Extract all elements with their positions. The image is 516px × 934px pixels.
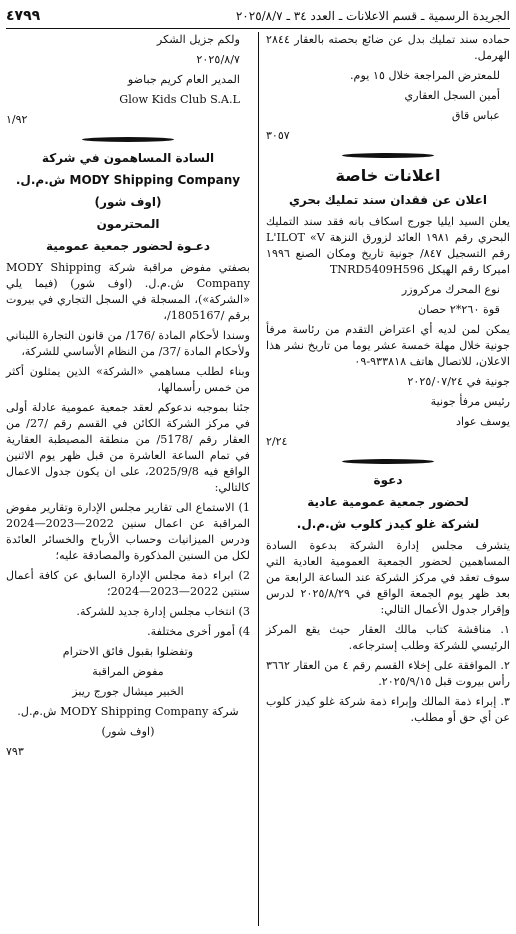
address-salutation: المحترمون [96, 217, 160, 231]
page-number: ٤٧٩٩ [6, 8, 41, 24]
company-name: MODY Shipping Company ش.م.ل. [15, 173, 241, 187]
meeting-agenda-item: 4) أمور أخرى مختلفة. [147, 625, 250, 638]
meeting-paragraph: جئنا بموجبه ندعوكم لعقد جمعية عمومية عادلة أولى في مركز الشركة الكائن في القسم رقم /27/ من العقار رقم /5178/ من منطقة المصيطبة العقارية في تمام الساعة العاشرة من قبل ظهر يوم الاثنين الواقع فيه 2025/9/8، على ان يكون جدول الاعمال كالتالي: [6, 401, 251, 494]
invitation-intro: يتشرف مجلس إدارة الشركة بدعوة السادة المساهمين لحضور الجمعية العمومية العادية التي سوف تعقد في مركز الشركة عند الساعة الرابعة من بعد ظهر يوم الجمعة الواقع في ٢٠٢٥/٨/٢٩ لدرس وإقرار جدول الأعمال التالي: [266, 539, 510, 616]
agenda-item: ٣. إبراء ذمة المالك وإبراء ذمة شركة غلو كيدز كلوب عن أي حق أو مطلب. [266, 695, 510, 724]
ad-paragraph: يعلن السيد ايليا جورج اسكاف بانه فقد سند التمليك البحري رقم ١٩٨١ العائد لزورق النزهة L'ILOT «V رقم التسجيل ٨٤٧/ جونية تاريخ ومكان الصنع ١٩٩٦ اميركا رقم الهيكل TNRD5409H596 [266, 215, 511, 276]
meeting-agenda-item: 3) انتخاب مجلس إدارة جديد للشركة. [76, 605, 250, 618]
separator-ornament [6, 132, 250, 146]
invitation-title: دعوة [373, 473, 403, 487]
invitation-number: ١/٩٢ [6, 113, 28, 126]
agenda-item: ٢. الموافقة على إخلاء القسم رقم ٤ من العقار ٣٦٦٢ رأس بيروت قبل ٢٠٢٥/٩/١٥. [266, 659, 511, 688]
meeting-signer-company: شركة MODY Shipping Company ش.م.ل. [17, 705, 239, 718]
right-column [266, 32, 510, 930]
ad-date: جونية في ٢٠٢٥/٠٧/٢٤ [407, 375, 510, 388]
section-title: اعلانات خاصة [335, 166, 441, 185]
meeting-agenda-item: 2) ابراء ذمة مجلس الإدارة السابق عن كافة أعمال سنتين 2022—2023—2024؛ [6, 569, 250, 598]
meeting-signer-offshore: (اوف شور) [101, 725, 155, 738]
ad-power: قوة ٢٦٠*٢ حصان [418, 303, 500, 316]
closing-company: Glow Kids Club S.A.L [119, 93, 240, 106]
closing-signer: المدير العام كريم جباضو [127, 73, 240, 86]
gazette-page [6, 4, 510, 930]
invitation-subtitle: لحضور جمعية عمومية عادية [307, 495, 469, 509]
closing-thanks: ولكم جزيل الشكر [156, 33, 240, 46]
ad-number: ٢/٢٤ [266, 435, 288, 448]
meeting-number: ٧٩٣ [6, 745, 24, 758]
invitation-company: لشركة غلو كيدز كلوب ش.م.ل. [296, 517, 480, 531]
separator-ornament [266, 454, 510, 468]
meeting-paragraph: وسندا لأحكام المادة /176/ من قانون التجارة اللبناني ولأحكام المادة /37/ من النظام الأساسي للشركة، [6, 329, 250, 358]
notice-number: ٣٠٥٧ [266, 129, 290, 142]
address-heading: السادة المساهمون في شركة [41, 151, 215, 165]
meeting-regards: وتفضلوا بقبول فائق الاحترام [62, 645, 194, 658]
ad-engine: نوع المحرك مركروزر [401, 283, 500, 296]
meeting-title: دعـوة لحضور جمعية عمومية [45, 239, 211, 253]
ad-title: اعلان عن فقدان سند تمليك بحري [288, 193, 488, 207]
ad-signer-title: رئيس مرفأ جونية [430, 395, 510, 408]
column-divider [258, 32, 259, 926]
page-header [6, 4, 510, 29]
notice-signer-title: أمين السجل العقاري [404, 89, 500, 102]
left-column [6, 32, 250, 930]
company-offshore: (اوف شور) [94, 195, 162, 209]
ad-signer-name: يوسف عواد [456, 415, 510, 428]
closing-date: ٢٠٢٥/٨/٧ [196, 53, 240, 66]
meeting-paragraph: وبناء لطلب مساهمي «الشركة» الذين يمثلون أكثر من خمس رأسمالها، [6, 365, 250, 394]
notice-signer-name: عباس قاق [451, 109, 500, 122]
separator-ornament [266, 148, 510, 162]
notice-line: حماده سند تمليك بدل عن ضائع بحصته بالعقار ٢٨٤٤ الهرمل. [266, 33, 510, 62]
ad-notice: يمكن لمن لديه أي اعتراض التقدم من رئاسة مرفأ جونية خلال مهلة خمسة عشر يوما من تاريخ نشر هذا الاعلان، للاتصال هاتف ٩٣٣٨١٨-٠٩ [266, 323, 510, 368]
notice-line: للمعترض المراجعة خلال ١٥ يوم. [350, 69, 500, 82]
meeting-signer-name: الخبير ميشال جورج ريبز [72, 685, 184, 698]
meeting-signer-role: مفوض المراقبة [92, 665, 164, 678]
agenda-item: ١. مناقشة كتاب مالك العقار حيث يقع المركز الرئيسي للشركة وطلب إسترجاعه. [266, 623, 510, 652]
columns [6, 32, 510, 930]
header-title: الجريدة الرسمية ـ قسم الاعلانات ـ العدد ٣٤ ـ ٢٠٢٥/٨/٧ [235, 9, 510, 23]
meeting-agenda-item: 1) الاستماع الى تقارير مجلس الإدارة وتقارير مفوض المراقبة عن اعمال سنين 2022—2023—2024 ودرس الميزانيات وحساب الأرباح والخسائر العائدة لكل من السنين المذكورة والمصادقة عليه؛ [6, 501, 250, 562]
meeting-paragraph: بصفتي مفوض مراقبة شركة MODY Shipping Company ش.م.ل. (اوف شور) (فيما يلي «الشركة»)، المسجلة في السجل التجاري في بيروت برقم /1805167/، [6, 261, 250, 322]
